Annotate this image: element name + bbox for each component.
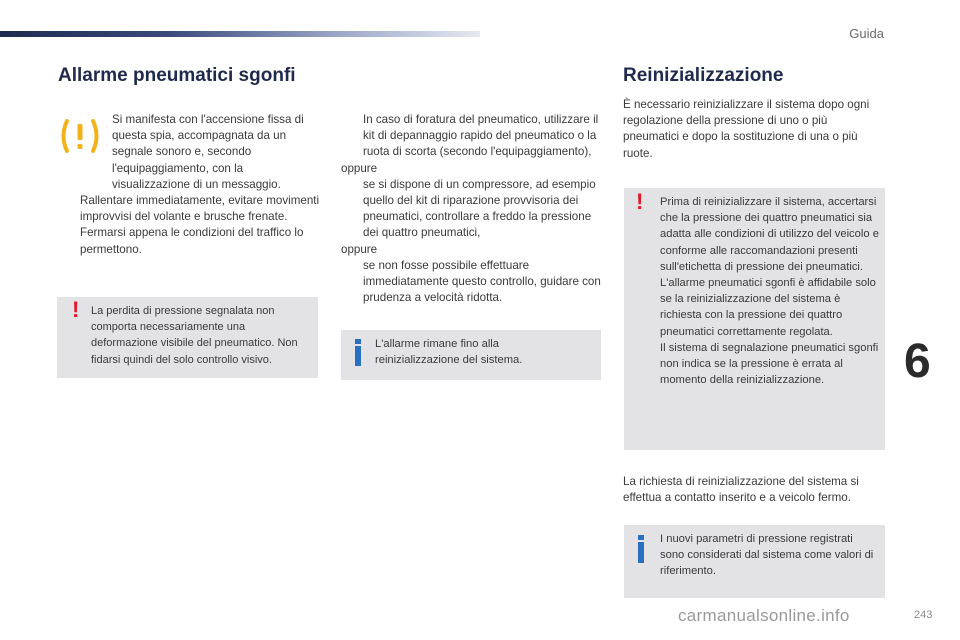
list-item: In caso di foratura del pneumatico, utilizzare il kit di depannaggio rapido del pneumatico o la ruota di scorta (secondo l'equipaggiamento), — [341, 112, 603, 161]
left-bullets — [58, 193, 320, 258]
right-section-title: Reinizializzazione — [623, 65, 784, 86]
bullet-icon — [341, 177, 363, 242]
right-after-text: La richiesta di reinizializzazione del sistema si effettua a contatto inserito e a veicolo fermo. — [623, 475, 859, 505]
warning-text: Prima di reinizializzare il sistema, accertarsi che la pressione dei quattro pneumatici sia adatta alle condizioni di utilizzo del veicolo e conforme alle raccomandazioni presenti sull'etichetta di pressione dei pneumatici. L'allarme pneumatici sgonfi è affidabile solo se la reinizializzazione del sistema è richiesta con la pressione dei quattro pneumatici correttamente regolata. Il sistema di segnalazione pneumatici sgonfi non indica se la pressione è errata al momento della reinizializzazione. — [660, 196, 879, 387]
list-item: Rallentare immediatamente, evitare movimenti improvvisi del volante e brusche frenate. — [58, 193, 320, 225]
list-item: se non fosse possibile effettuare immediatamente questo controllo, guidare con prudenza a velocità ridotta. — [341, 258, 603, 307]
intro-paragraph: Si manifesta con l'accensione fissa di questa spia, accompagnata da un segnale sonoro e, secondo l'equipaggiamento, con la visualizzazione di un messaggio. — [112, 113, 304, 191]
right-warning-box — [624, 188, 885, 450]
warning-icon: ! — [636, 189, 644, 214]
header-gradient-bar — [0, 31, 480, 37]
watermark: carmanualsonline.info — [678, 606, 850, 625]
right-intro: È necessario reinizializzare il sistema dopo ogni regolazione della pressione di uno o più pneumatici e dopo la sostituzione di una o più ruote. — [623, 98, 870, 160]
info-text: I nuovi parametri di pressione registrati sono considerati dal sistema come valori di riferimento. — [660, 533, 874, 578]
oppure-label: oppure — [341, 242, 378, 256]
warning-text: La perdita di pressione segnalata non comporta necessariamente una deformazione visibile del pneumatico. Non fidarsi quindi del solo controllo visivo. — [91, 305, 298, 366]
right-info-box — [624, 525, 885, 598]
middle-info-box — [341, 330, 601, 380]
oppure-label: oppure — [341, 161, 378, 175]
middle-column — [341, 112, 603, 306]
bullet-icon — [341, 112, 363, 161]
info-icon — [355, 346, 361, 366]
page-number: 243 — [914, 609, 933, 621]
info-text: L'allarme rimane fino alla reinizializzazione del sistema. — [375, 338, 523, 367]
warning-icon: ! — [72, 297, 80, 322]
list-item: se si dispone di un compressore, ad esempio quello del kit di riparazione provvisoria dei pneumatici, controllare a freddo la pressione dei quattro pneumatici, — [341, 177, 603, 242]
bullet-icon — [341, 258, 363, 307]
tire-pressure-warning-icon — [57, 117, 103, 155]
chapter-number: 6 — [904, 335, 931, 388]
section-label: Guida — [849, 26, 884, 41]
left-section-title: Allarme pneumatici sgonfi — [58, 65, 296, 86]
bullet-icon — [58, 193, 80, 225]
info-icon — [638, 542, 644, 563]
bullet-icon — [58, 225, 80, 257]
left-warning-box — [57, 297, 318, 378]
list-item: Fermarsi appena le condizioni del traffico lo permettono. — [58, 225, 320, 257]
left-intro — [112, 112, 312, 193]
